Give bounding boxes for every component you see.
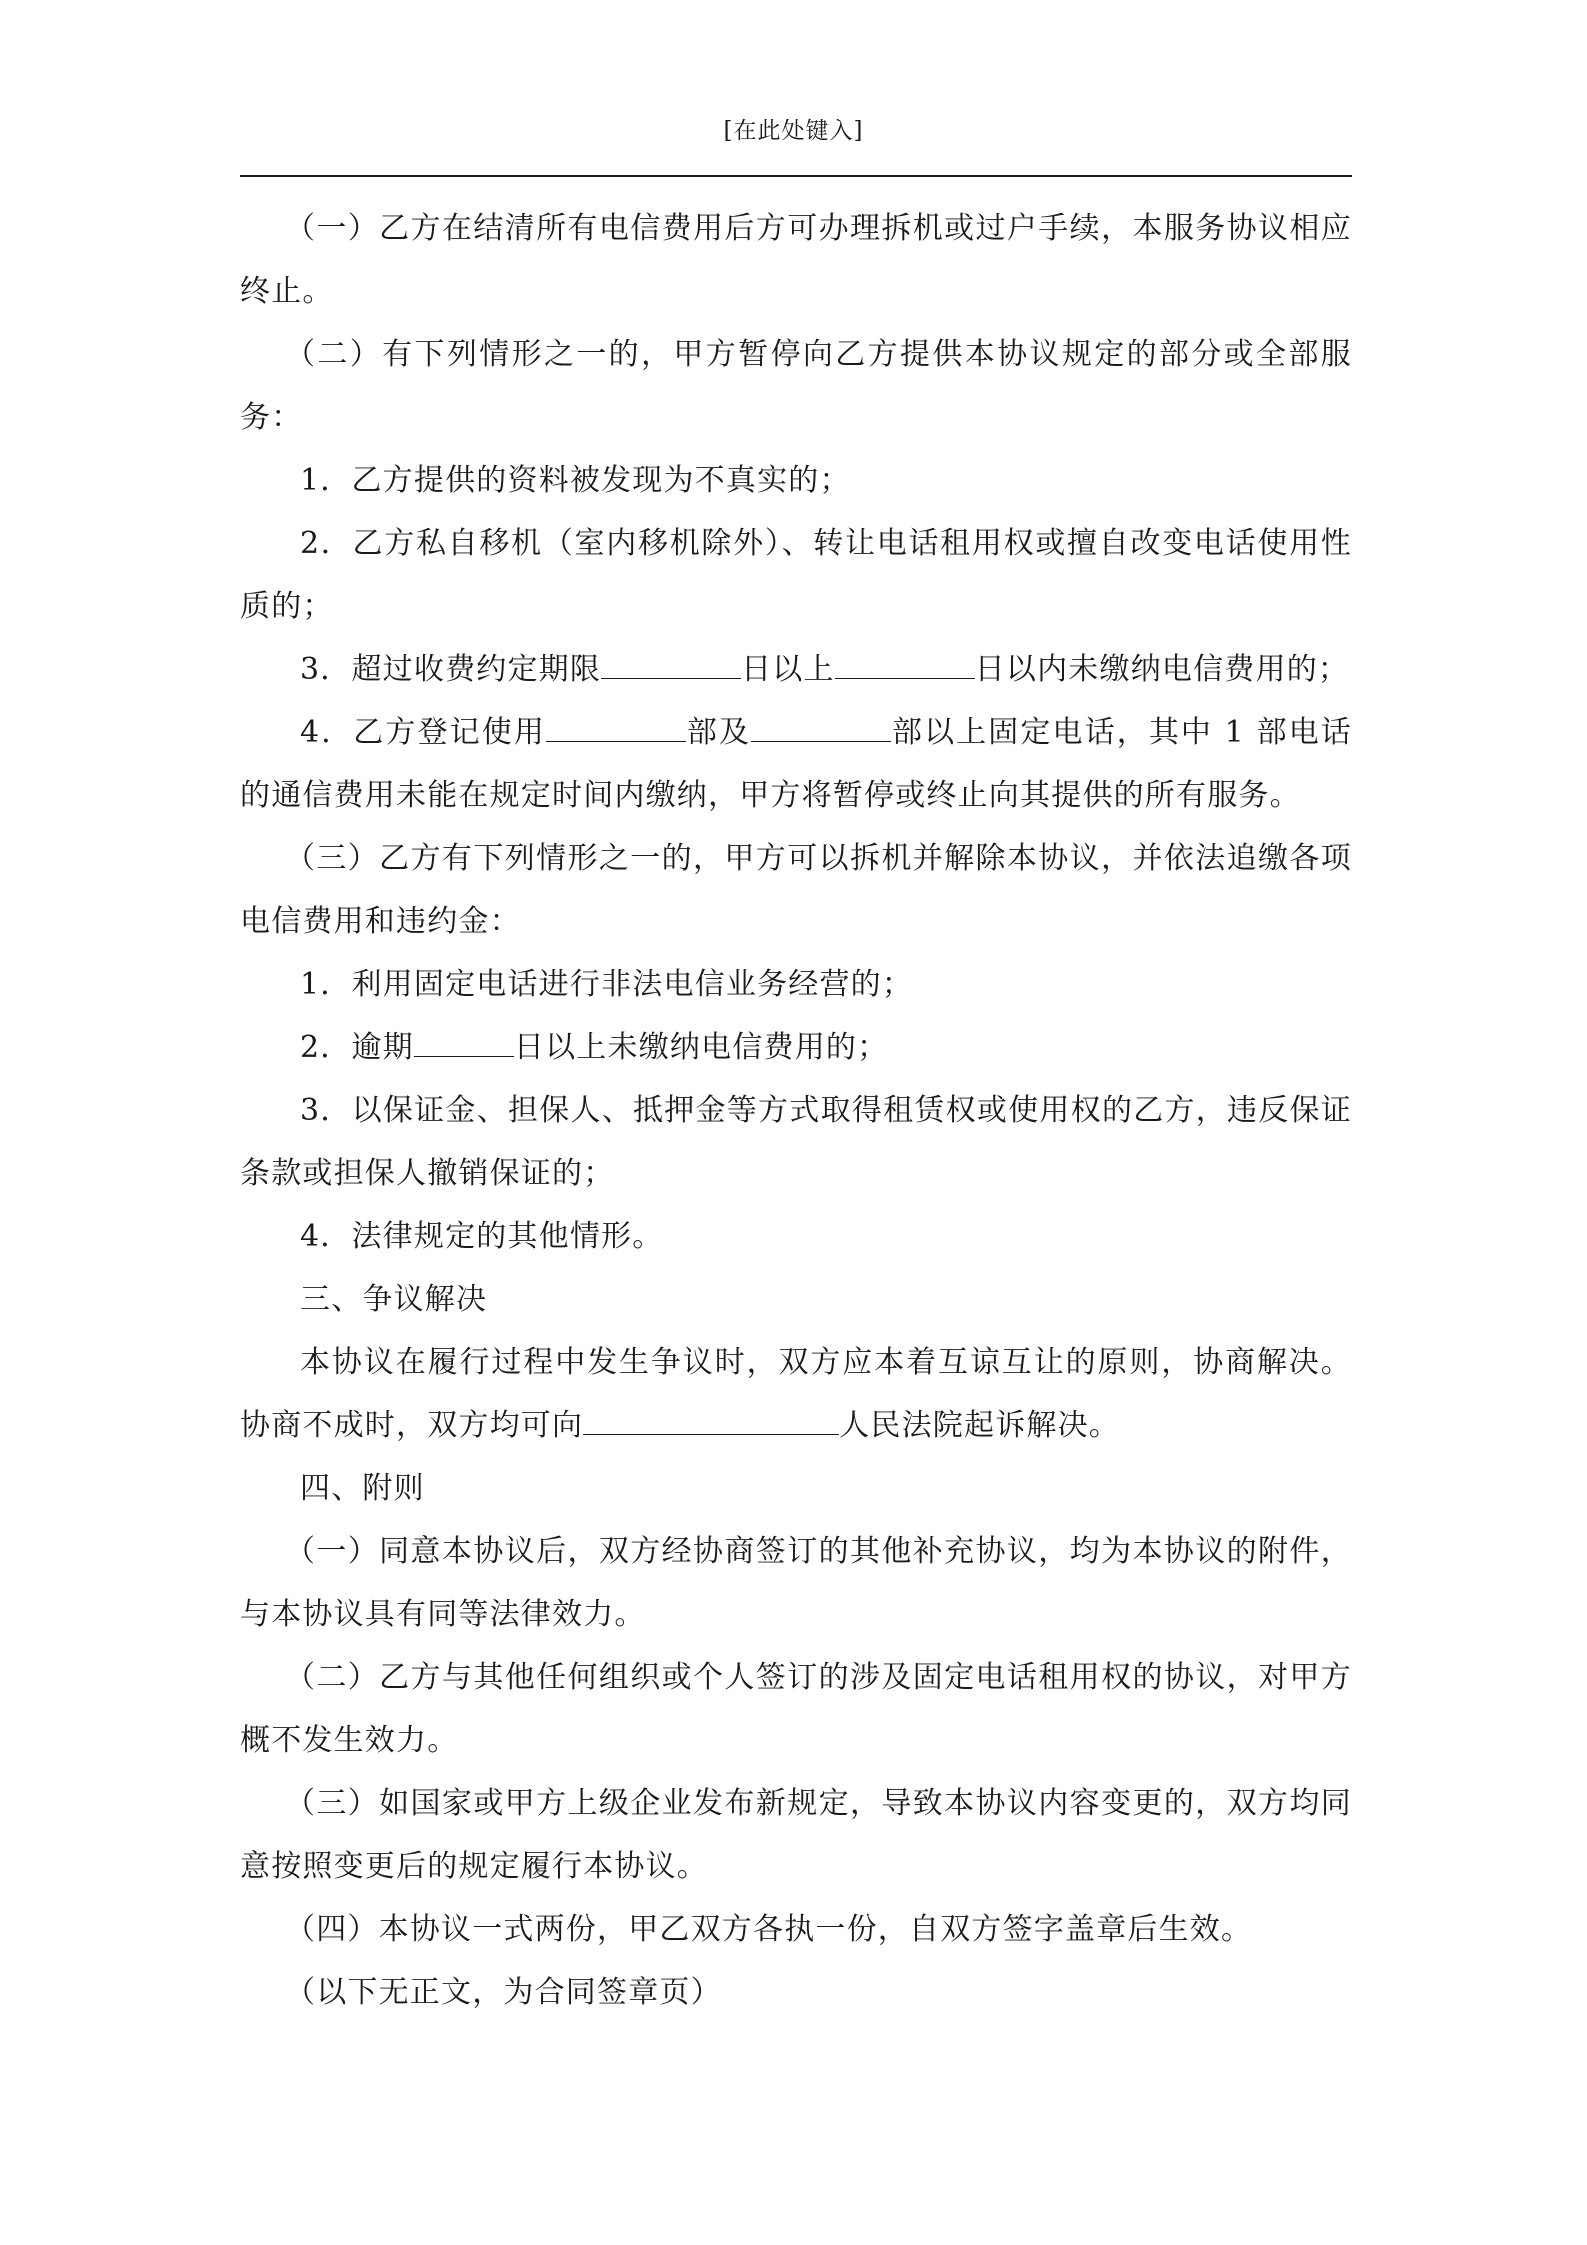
count-blank-1 [546, 711, 686, 742]
section-heading-dispute: 三、争议解决 [300, 1282, 488, 1317]
supplementary-clause-1: （一）同意本协议后，双方经协商签订的其他补充协议，均为本协议的附件，与本协议具有同等法律效力。 [240, 1534, 1352, 1632]
suspension-item-2: 2．乙方私自移机（室内移机除外）、转让电话租用权或擅自改变电话使用性质的； [240, 526, 1352, 624]
clause-disconnection: （三）乙方有下列情形之一的，甲方可以拆机并解除本协议，并依法追缴各项电信费用和违约金： [240, 841, 1352, 939]
dispute-paragraph [240, 1331, 1352, 1457]
dispute-text-a: 本协议在履行过程中发生争议时，双方应本着互谅互让的原则，协商解决。协商不成时，双方均可向 [240, 1345, 1352, 1443]
suspension-item-4-text-c: 部以上固定电话，其中 1 部电话的通信费用未能在规定时间内缴纳，甲方将暂停或终止向其提供的所有服务。 [240, 715, 1353, 813]
suspension-item-3-text-c: 日以内未缴纳电信费用的； [974, 652, 1350, 687]
disconnection-item-3: 3．以保证金、担保人、抵押金等方式取得租赁权或使用权的乙方，违反保证条款或担保人撤销保证的； [240, 1093, 1352, 1191]
document-body [240, 197, 1352, 2024]
suspension-item-3-text-a: 3．超过收费约定期限 [300, 652, 602, 687]
clause-termination: （一）乙方在结清所有电信费用后方可办理拆机或过户手续，本服务协议相应终止。 [240, 211, 1352, 309]
page-header: [在此处键入] [723, 118, 864, 144]
supplementary-clause-4: （四）本协议一式两份，甲乙双方各执一份，自双方签字盖章后生效。 [285, 1912, 1253, 1947]
suspension-item-4-text-b: 部及 [685, 715, 752, 750]
count-blank-2 [751, 711, 891, 742]
suspension-item-3-text-b: 日以上 [741, 652, 835, 687]
header-divider [240, 175, 1352, 177]
days-blank-1 [601, 648, 741, 679]
disconnection-item-4: 4．法律规定的其他情形。 [300, 1219, 664, 1254]
supplementary-clause-2: （二）乙方与其他任何组织或个人签订的涉及固定电话租用权的协议，对甲方概不发生效力。 [240, 1660, 1352, 1758]
disconnection-item-2-text-b: 日以上未缴纳电信费用的； [513, 1030, 889, 1065]
overdue-days-blank [414, 1026, 514, 1057]
disconnection-item-2 [240, 1016, 1352, 1079]
section-heading-supplementary: 四、附则 [300, 1471, 425, 1506]
court-blank [583, 1404, 839, 1435]
suspension-item-4 [240, 701, 1352, 827]
suspension-item-4-text-a: 4．乙方登记使用 [300, 715, 546, 750]
end-of-text-note: （以下无正文，为合同签章页） [285, 1975, 722, 2010]
dispute-text-b: 人民法院起诉解决。 [839, 1408, 1121, 1443]
days-blank-2 [835, 648, 975, 679]
supplementary-clause-3: （三）如国家或甲方上级企业发布新规定，导致本协议内容变更的，双方均同意按照变更后的规定履行本协议。 [240, 1786, 1352, 1884]
disconnection-item-1: 1．利用固定电话进行非法电信业务经营的； [300, 967, 914, 1002]
suspension-item-1: 1．乙方提供的资料被发现为不真实的； [300, 463, 851, 498]
suspension-item-3 [240, 638, 1352, 701]
clause-suspension: （二）有下列情形之一的，甲方暂停向乙方提供本协议规定的部分或全部服务： [240, 337, 1352, 435]
disconnection-item-2-text-a: 2．逾期 [300, 1030, 414, 1065]
